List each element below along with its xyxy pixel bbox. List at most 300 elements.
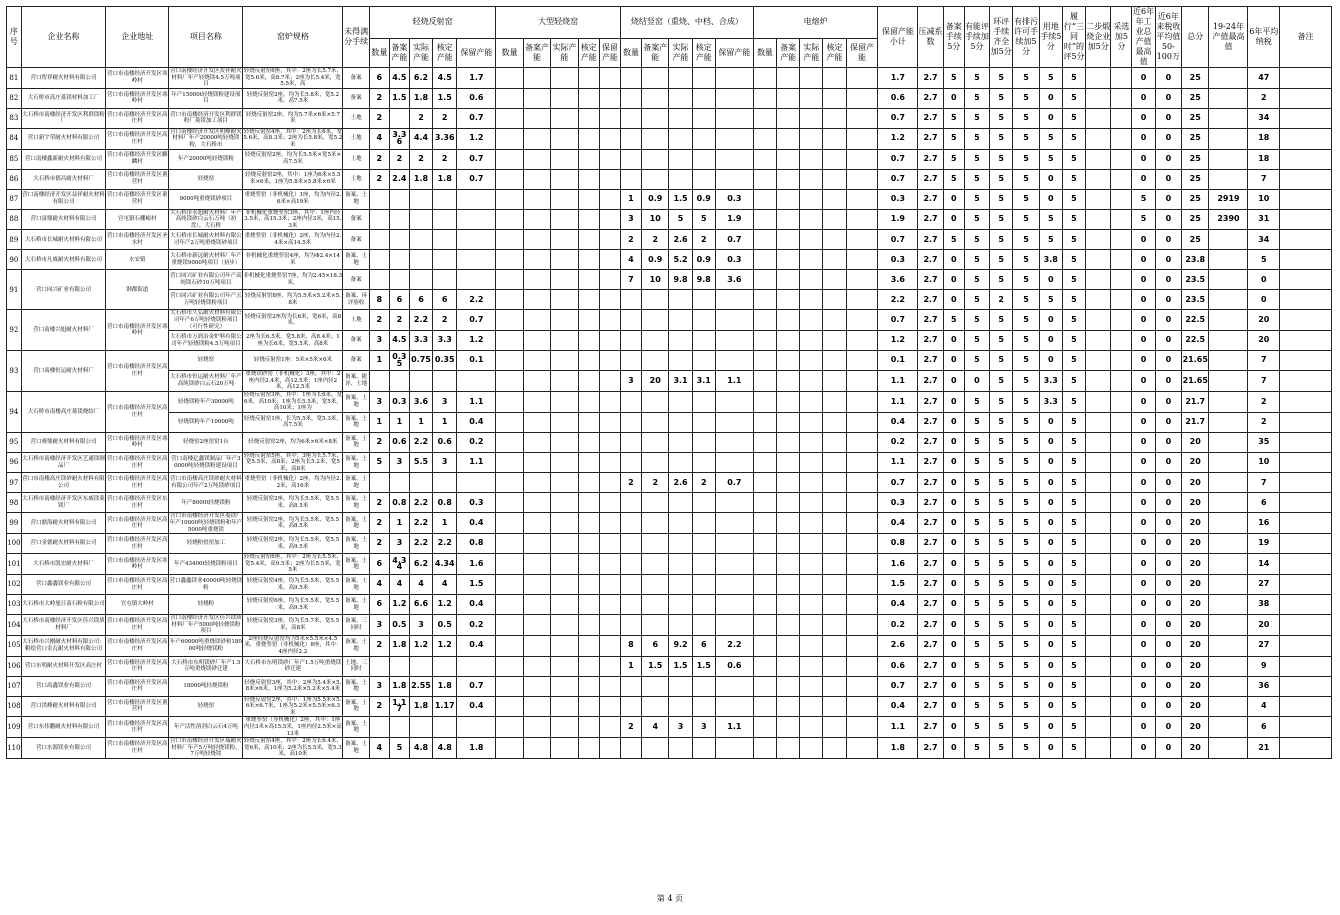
score-value [1111,88,1132,108]
g3-value [692,149,715,169]
g4-value [846,270,878,290]
g4-value [777,554,800,575]
g3-value [620,615,641,636]
project-name: 18000吨轻烧镁粉 [169,676,243,696]
company-address: 水安镇 [106,250,169,270]
g2-value [599,635,620,656]
score-value: 1.6 [878,554,918,575]
g2-value [599,88,620,108]
g1-value: 1.8 [433,676,457,696]
score-value: 5 [1248,250,1280,270]
g2-value [496,310,523,331]
score-value: 2.7 [918,534,943,554]
g2-value [523,575,550,595]
g2-value [496,108,523,128]
g3-value [620,554,641,575]
company-name: 营口同兴矿业有限公司 [21,270,105,310]
col-no: 序号 [7,7,22,68]
g4-value [753,473,776,493]
g2-value [551,635,578,656]
score-value: 0 [1155,635,1181,656]
score-value: 0.7 [878,108,918,128]
remark [1280,149,1332,169]
score-value: 5 [1013,513,1039,534]
company-name: 营口东明耐火材料开发区高庄村 [21,656,105,676]
g1-value: 1.1 [457,452,496,473]
row-no: 109 [7,717,22,738]
score-value: 5 [1062,149,1085,169]
g1-value: 6 [369,68,389,89]
g2-value [523,209,550,230]
company-address: 营口市南楼经济开发区高庄村 [106,391,169,432]
g1-value: 3 [369,676,389,696]
g4-value [823,595,846,615]
company-name: 营口富鼎耐火材料有限公司 [21,209,105,230]
score-value: 2390 [1209,209,1248,230]
g2-value [551,68,578,89]
g4-value [777,635,800,656]
score-value: 0 [1132,270,1155,290]
score-value [1086,717,1111,738]
g3-value: 3 [620,209,641,230]
g2-value [599,128,620,149]
g4-value [846,554,878,575]
score-value: 0 [1155,656,1181,676]
score-value: 5 [1013,331,1039,351]
g4-value [753,270,776,290]
g1-value: 0.8 [389,493,409,513]
score-value [1086,68,1111,89]
score-value: 0 [1155,128,1181,149]
score-value: 2.7 [918,169,943,189]
g4-value [777,250,800,270]
score-value: 2.7 [918,128,943,149]
score-value: 9 [1248,656,1280,676]
remark [1280,615,1332,636]
table-row [7,371,1332,392]
g3-value [620,534,641,554]
g2-value [551,575,578,595]
g2-actual: 实际产能 [551,38,578,67]
g4-value [846,412,878,432]
score-value: 19 [1248,534,1280,554]
score-value [1111,717,1132,738]
g2-value [496,68,523,89]
unprocessed-procedures: 备案、土地 [343,738,369,759]
score-value [1086,513,1111,534]
g4-value [777,656,800,676]
g3-value [642,391,669,412]
g4-value [846,189,878,209]
g1-value [457,209,496,230]
g3-value [715,534,753,554]
col-company: 企业名称 [21,7,105,68]
kiln-spec: 轻烧反射窑2座，均为长5.5米，宽5.5米，高8.5米 [243,513,343,534]
score-value [1209,595,1248,615]
score-value: 20 [1182,534,1209,554]
g2-value [523,738,550,759]
g2-value [578,88,599,108]
score-value: 5 [1013,473,1039,493]
g1-value: 4.8 [433,738,457,759]
score-value: 2.7 [918,595,943,615]
score-value: 5 [964,250,989,270]
score-value [1209,676,1248,696]
g4-value [823,149,846,169]
score-value: 5 [1062,656,1085,676]
remark [1280,635,1332,656]
g1-value: 0.6 [389,432,409,452]
score-value [1086,250,1111,270]
table-row [7,575,1332,595]
g2-value [578,656,599,676]
g4-value [777,575,800,595]
score-value: 20 [1182,696,1209,717]
g3-value [669,88,692,108]
g4-value [846,696,878,717]
score-value: 5 [990,635,1013,656]
remark [1280,169,1332,189]
score-value: 5 [1013,351,1039,371]
g4-value [777,534,800,554]
score-value: 5 [990,595,1013,615]
company-name: 大石桥市南楼经济开发区东威镁菱镁厂 [21,493,105,513]
g4-value [800,412,823,432]
g1-value [433,189,457,209]
g4-value [823,310,846,331]
g2-value [496,290,523,310]
score-value: 2.7 [918,696,943,717]
score-value: 5 [1062,493,1085,513]
g2-value [496,331,523,351]
score-value: 5 [990,250,1013,270]
score-value: 5 [1013,68,1039,89]
company-address: 营口市南楼经济开发区东庄村 [106,493,169,513]
g4-value [823,270,846,290]
g2-value [496,412,523,432]
g2-value [551,656,578,676]
g1-value: 2 [433,310,457,331]
g3-value [669,595,692,615]
g4-value [777,108,800,128]
g1-value: 1.1 [457,391,496,412]
g2-value [523,473,550,493]
score-value: 0 [1039,189,1062,209]
g4-value [777,270,800,290]
g3-value: 3 [669,717,692,738]
g2-value [578,717,599,738]
company-name: 营口南楼鑫新耐火材料有限公司 [21,149,105,169]
kiln-spec: 非机械化重烧竖窑4座，均为Φ2.4×14米 [243,250,343,270]
g1-value: 3 [369,391,389,412]
g3-value [642,351,669,371]
row-no: 103 [7,595,22,615]
g4-value [823,656,846,676]
row-no: 93 [7,351,22,392]
score-value: 5 [1062,452,1085,473]
score-value: 5 [943,108,964,128]
kiln-spec: 轻烧反射窑8座，均为5.5米×5.2米×5.8米 [243,290,343,310]
g1-value [433,250,457,270]
g4-value [753,331,776,351]
score-value [1111,169,1132,189]
score-value: 5 [964,696,989,717]
score-value: 5 [1039,68,1062,89]
g2-value [496,696,523,717]
col-output-1924: 19-24年产值最高值 [1209,7,1248,68]
g2-value [578,128,599,149]
score-value: 2.7 [918,189,943,209]
g3-value [692,534,715,554]
g3-value [642,676,669,696]
g3-value [715,290,753,310]
g3-value: 2 [620,230,641,250]
score-value: 5 [1062,290,1085,310]
g3-value [642,149,669,169]
score-value: 5 [964,615,989,636]
g1-value: 0.7 [457,169,496,189]
score-value [1111,656,1132,676]
col-filing: 备案手续5分 [943,7,964,68]
score-value [1209,696,1248,717]
g2-value [578,534,599,554]
score-value [1111,452,1132,473]
company-address: 营口市南楼经济开发区董营村 [106,169,169,189]
remark [1280,209,1332,230]
g3-value [669,534,692,554]
g4-value [777,230,800,250]
g2-value [523,493,550,513]
score-value: 5 [964,452,989,473]
table-row [7,290,1332,310]
score-value: 5 [1062,108,1085,128]
score-value [1111,635,1132,656]
g2-count: 数量 [496,38,523,67]
score-value: 10 [1248,189,1280,209]
table-row [7,310,1332,331]
company-address: 官屯镇石棚峪村 [106,209,169,230]
remark [1280,595,1332,615]
g2-value [578,209,599,230]
score-value: 2.7 [918,554,943,575]
g2-value [523,513,550,534]
g4-value [800,88,823,108]
score-value: 5 [1013,88,1039,108]
score-value: 5 [1013,696,1039,717]
score-value: 5 [943,149,964,169]
score-value: 23.8 [1182,250,1209,270]
score-value [1209,169,1248,189]
g3-value: 6 [692,635,715,656]
company-address: 营口市南楼经济开发区高庄村 [106,615,169,636]
g1-value: 1.8 [389,676,409,696]
g2-value [551,391,578,412]
row-no: 94 [7,391,22,432]
g4-value [846,250,878,270]
g4-value [800,68,823,89]
score-value [1209,656,1248,676]
g1-value: 3 [409,615,432,636]
remark [1280,250,1332,270]
g2-value [496,250,523,270]
g4-value [753,595,776,615]
g4-value [753,391,776,412]
g2-value [551,310,578,331]
g3-value: 0.3 [715,250,753,270]
score-value: 5 [1062,412,1085,432]
g3-value: 0.9 [692,250,715,270]
remark [1280,189,1332,209]
g3-value [692,88,715,108]
g4-value [823,412,846,432]
kiln-spec: 重烧竖窑（非机械化）2座，其中：1座内径3米×高15.5米，1座内径2.5米×高13米 [243,717,342,737]
score-value [1086,738,1111,759]
g3-value [642,738,669,759]
score-value: 0 [1155,717,1181,738]
g4-value [823,351,846,371]
score-value [1111,676,1132,696]
g2-value [599,250,620,270]
row-no: 102 [7,575,22,595]
score-value: 1.1 [878,452,918,473]
g1-value: 0.1 [457,351,496,371]
company-name: 营口水源镁业有限公司 [21,738,105,759]
company-name: 大石桥市南楼经济开发区艺通镁制品厂 [21,452,105,473]
g1-value: 2 [409,108,432,128]
score-value: 5 [990,696,1013,717]
score-value: 6 [1248,717,1280,738]
score-value: 0 [943,676,964,696]
score-value: 20 [1182,717,1209,738]
g4-value [777,452,800,473]
project-name: 年产8000t轻烧镁粉 [169,493,243,513]
score-value: 5 [964,310,989,331]
g1-value [433,473,457,493]
kiln-spec: 轻烧反射窑2座，其中：1座为5.5米×5.6米×6.7米，1座为5.2米×5.5米×6.3米 [244,696,342,716]
g4-value [846,452,878,473]
g1-value: 0.8 [457,534,496,554]
score-value [1086,615,1111,636]
g2-value [599,68,620,89]
g1-value: 4.8 [409,738,432,759]
table-row [7,412,1332,432]
g2-value [599,738,620,759]
g2-value [599,595,620,615]
score-value: 0 [1155,412,1181,432]
score-value: 0 [1155,452,1181,473]
g4-value [846,230,878,250]
g1-value [409,230,432,250]
g1-value: 2 [433,149,457,169]
score-value: 5 [1013,371,1039,392]
company-name: 大石桥市高庄菱镁材料加工厂 [21,88,105,108]
g4-value [800,391,823,412]
company-address: 营口市南楼经济开发区高庄村 [106,128,169,149]
g3-value [692,452,715,473]
score-value [1111,351,1132,371]
col-discharge: 有排污许可手续加5分 [1013,7,1039,68]
g2-value [523,554,550,575]
score-value [1111,331,1132,351]
g4-value [823,432,846,452]
g4-value [753,412,776,432]
score-value: 5 [990,169,1013,189]
g2-value [496,270,523,290]
g1-value: 2.2 [409,534,432,554]
col-land: 用地手续5分 [1039,7,1062,68]
table-row [7,656,1332,676]
g3-retained: 保留产能 [715,38,753,67]
score-value: 5 [1013,108,1039,128]
score-value [1209,452,1248,473]
score-value [1086,371,1111,392]
g2-value [578,351,599,371]
g2-value [599,615,620,636]
table-row [7,452,1332,473]
score-value: 25 [1182,88,1209,108]
g3-value [715,412,753,432]
g2-value [523,230,550,250]
score-value: 5 [1062,270,1085,290]
g3-value: 20 [642,371,669,392]
g2-value [578,169,599,189]
g1-approved: 核定产能 [433,38,457,67]
g1-value [369,250,389,270]
g2-value [551,615,578,636]
g1-value: 1 [369,351,389,371]
g1-value: 2.2 [409,310,432,331]
g1-value: 5 [369,452,389,473]
score-value: 0 [943,493,964,513]
score-value: 0 [1155,473,1181,493]
g3-value [692,290,715,310]
col-address: 企业地址 [106,7,169,68]
g2-value [523,88,550,108]
g1-value: 0.75 [409,351,432,371]
g1-value: 4.5 [389,331,409,351]
remark [1280,128,1332,149]
score-value: 0 [1132,696,1155,717]
score-value: 5 [1013,534,1039,554]
score-value [1086,575,1111,595]
g3-value [715,310,753,331]
unprocessed-procedures: 备案 [343,230,369,250]
g1-value: 1.8 [409,169,432,189]
g4-value [753,717,776,738]
g4-value [823,68,846,89]
row-no: 105 [7,635,22,656]
score-value: 5 [990,88,1013,108]
g2-value [551,432,578,452]
score-value: 21.7 [1182,391,1209,412]
project-name: 营口市南楼经济开发区瑞耐火材料厂年产5万吨轻烧镁粉，7万吨轻烧镁 [170,738,242,758]
col-tax-avg: 近6年来税收平均值50-100万 [1155,7,1181,68]
g3-value [642,412,669,432]
g3-value [715,169,753,189]
score-value [1209,738,1248,759]
g2-value [496,676,523,696]
score-value: 5 [1062,473,1085,493]
score-value: 0 [943,615,964,636]
score-value: 0 [943,371,964,392]
g1-value: 2 [369,513,389,534]
kiln-spec: 轻烧反射窑5座，其中：3座为长5.7米，宽5.5米，高8米；2座为长5.2米，宽5米，高8米 [243,452,342,472]
g3-value [715,676,753,696]
score-value: 1.2 [878,128,918,149]
score-value [1111,230,1132,250]
g3-value [642,513,669,534]
g2-value [599,149,620,169]
